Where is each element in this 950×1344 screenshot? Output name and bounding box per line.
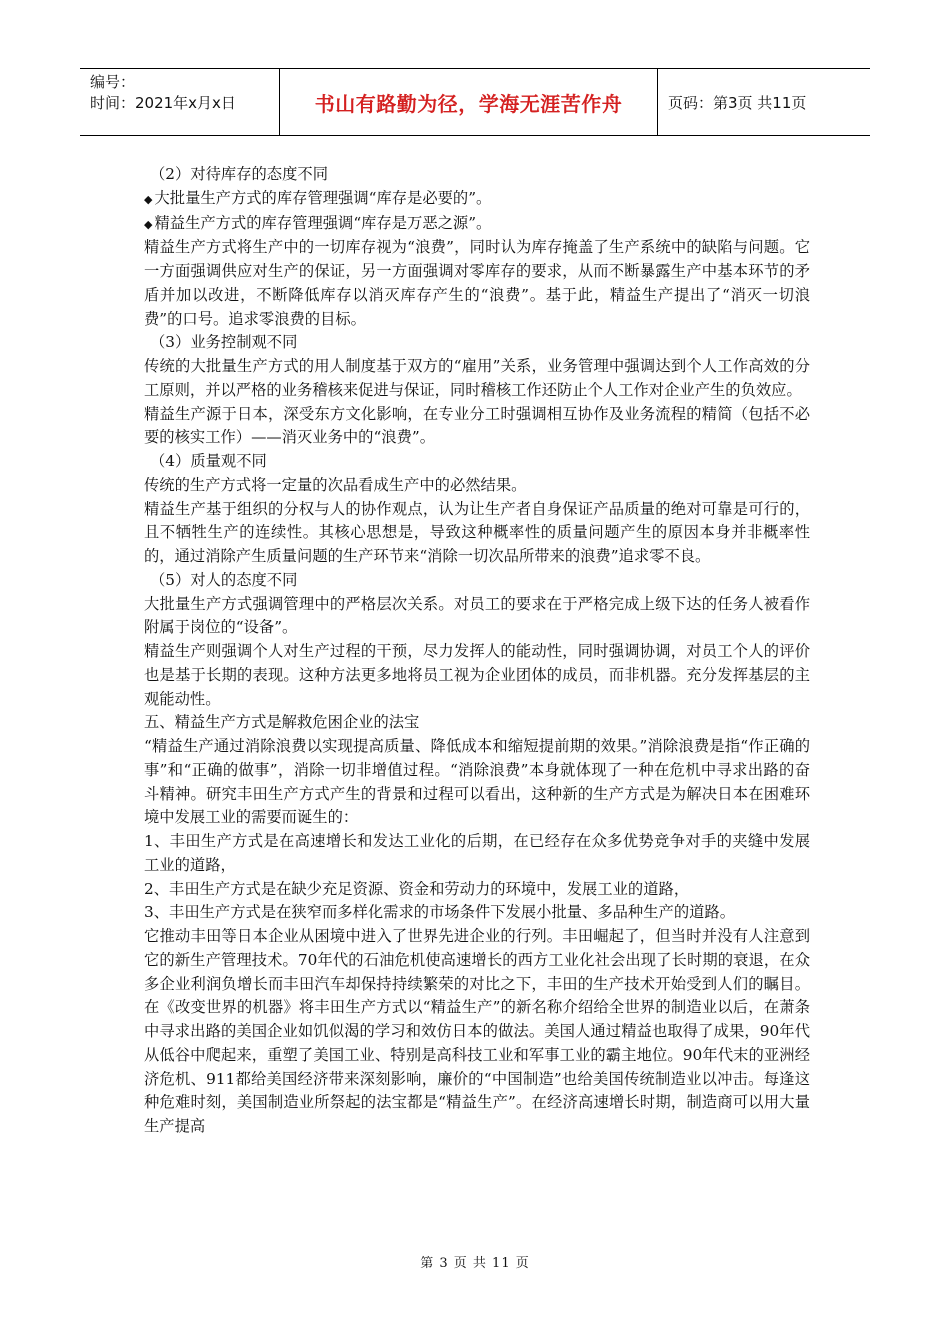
- bullet-item: ◆ 大批量生产方式的库存管理强调“库存是必要的”。: [144, 187, 810, 212]
- document-number-label: 编号：: [90, 73, 136, 91]
- body-paragraph: 精益生产则强调个人对生产过程的干预，尽力发挥人的能动性，同时强调协调，对员工个人的评价也是基于长期的表现。这种方法更多地将员工视为企业团体的成员，而非机器。充分发挥基层的主观能动性。: [144, 642, 810, 708]
- body-paragraph: 它推动丰田等日本企业从困境中进入了世界先进企业的行列。丰田崛起了，但当时并没有人注意到它的新生产管理技术。70年代的石油危机使高速增长的西方工业化社会出现了长时期的衰退，在众多企业利润负增长而丰田汽车却保持持续繁荣的对比之下，丰田的生产技术开始受到人们的瞩目。在《改变世界的机器》将丰田生产方式以“精益生产”的新名称介绍给全世界的制造业以后，在萧条中寻求出路的美国企业如饥似渴的学习和效仿日本的做法。美国人通过精益也取得了成果，90年代从低谷中爬起来，重塑了美国工业、特别是高科技工业和军事工业的霸主地位。90年代末的亚洲经济危机、911都给美国经济带来深刻影响，廉价的“中国制造”也给美国传统制造业以冲击。每逢这种危难时刻，美国制造业所祭起的法宝都是“精益生产”。在经济高速增长时期，制造商可以用大量生产提高: [144, 927, 810, 1135]
- section-subheading: （3）业务控制观不同: [150, 333, 298, 352]
- section-subheading: （4）质量观不同: [150, 452, 267, 470]
- body-paragraph: 2、丰田生产方式是在缺少充足资源、资金和劳动力的环境中，发展工业的道路，: [144, 879, 690, 898]
- page-footer: 第 3 页 共 11 页: [420, 1256, 530, 1271]
- document-time-label: 时间：2021年x月x日: [90, 94, 236, 112]
- body-paragraph: 精益生产基于组织的分权与人的协作观点，认为让生产者自身保证产品质量的绝对可靠是可行的，且不牺牲生产的连续性。其核心思想是，导致这种概率性的质量问题产生的原因本身并非概率性的，通过消除产生质量问题的生产环节来“消除一切次品所带来的浪费”追求零不良。: [144, 499, 810, 565]
- body-paragraph: 1、丰田生产方式是在高速增长和发达工业化的后期，在已经存在众多优势竞争对手的夹缝中发展工业的道路，: [144, 832, 810, 874]
- body-paragraph: 传统的生产方式将一定量的次品看成生产中的必然结果。: [144, 475, 527, 494]
- body-paragraph: 五、精益生产方式是解救危困企业的法宝: [144, 713, 420, 732]
- document-body: [144, 163, 810, 1139]
- body-paragraph: 3、丰田生产方式是在狭窄而多样化需求的市场条件下发展小批量、多品种生产的道路。: [144, 903, 736, 922]
- bullet-item: ◆ 精益生产方式的库存管理强调“库存是万恶之源”。: [144, 212, 810, 237]
- body-paragraph: 大批量生产方式强调管理中的严格层次关系。对员工的要求在于严格完成上级下达的任务人被看作附属于岗位的“设备”。: [144, 594, 810, 637]
- header-page-info: 页码：第3页 共11页: [668, 93, 807, 112]
- section-subheading: （2）对待库存的态度不同: [150, 165, 328, 183]
- body-paragraph: “精益生产通过消除浪费以实现提高质量、降低成本和缩短提前期的效果。”消除浪费是指“作正确的事”和“正确的做事”，消除一切非增值过程。“消除浪费”本身就体现了一种在危机中寻求出路的奋斗精神。研究丰田生产方式产生的背景和过程可以看出，这种新的生产方式是为解决日本在困难环境中发展工业的需要而诞生的：: [144, 737, 810, 827]
- section-subheading: （5）对人的态度不同: [150, 570, 298, 589]
- body-paragraph: 精益生产源于日本，深受东方文化影响，在专业分工时强调相互协作及业务流程的精简（包括不必要的核实工作）——消灭业务中的“浪费”。: [144, 404, 810, 447]
- header-meta: [80, 69, 280, 135]
- body-paragraph: 精益生产方式将生产中的一切库存视为“浪费”，同时认为库存掩盖了生产系统中的缺陷与问题。它一方面强调供应对生产的保证，另一方面强调对零库存的要求，从而不断暴露生产中基本环节的矛盾并加以改进，不断降低库存以消灭库存产生的“浪费”。基于此，精益生产提出了“消灭一切浪费”的口号。追求零浪费的目标。: [144, 238, 810, 328]
- page-header: [80, 68, 870, 136]
- body-paragraph: 传统的大批量生产方式的用人制度基于双方的“雇用”关系，业务管理中强调达到个人工作高效的分工原则，并以严格的业务稽核来促进与保证，同时稽核工作还防止个人工作对企业产生的负效应。: [144, 357, 810, 399]
- header-motto: 书山有路勤为径，学海无涯苦作舟: [280, 69, 658, 135]
